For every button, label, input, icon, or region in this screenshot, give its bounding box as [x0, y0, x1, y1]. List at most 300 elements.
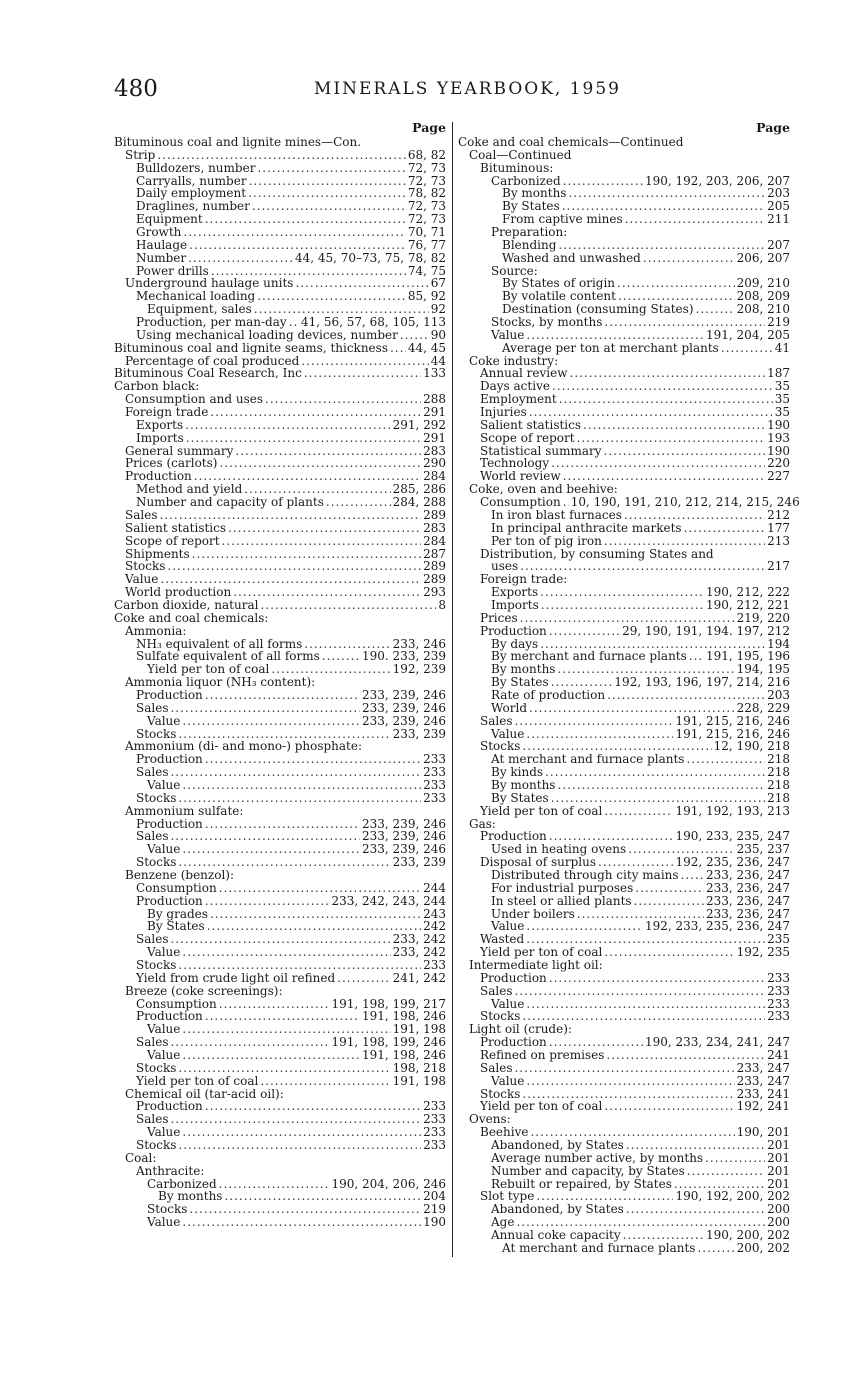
entry-label: Value [491, 726, 525, 741]
entry-pages: 242 [423, 919, 446, 934]
entry-label: Annual review [480, 366, 568, 381]
entry-label: World review [480, 469, 561, 484]
entry-pages: 213 [767, 533, 790, 548]
entry-label: Stocks [480, 739, 521, 754]
entry-pages: 211 [767, 212, 790, 227]
entry-label: Wasted [480, 932, 525, 947]
entry-label: Salient statistics [125, 520, 227, 535]
entry-label: Foreign trade [125, 405, 209, 420]
entry-pages: 68, 82 [407, 147, 446, 162]
entry-pages: 203 [767, 687, 790, 702]
dot-leader [604, 805, 673, 818]
index-entry [114, 805, 446, 818]
entry-label: Production [136, 816, 203, 831]
index-entry [114, 406, 446, 419]
index-entry [114, 535, 446, 548]
entry-label: Sales [480, 713, 513, 728]
entry-pages: 191, 215, 216, 246 [675, 713, 790, 728]
dot-leader [696, 303, 735, 316]
entry-label: Stocks [136, 1060, 177, 1075]
dot-leader [289, 316, 299, 329]
entry-pages: 241 [767, 1048, 790, 1063]
entry-pages: 233 [423, 765, 446, 780]
entry-pages: 209, 210 [736, 276, 790, 291]
entry-label: Production [125, 469, 192, 484]
entry-pages: 177 [767, 520, 790, 535]
entry-pages: 233, 246 [392, 636, 446, 651]
entry-label: Mechanical loading [136, 289, 256, 304]
entry-label: Light oil (crude): [469, 1022, 572, 1037]
entry-pages: 190 [767, 443, 790, 458]
index-entry [114, 252, 446, 265]
page-column-heading: Page [412, 120, 446, 135]
entry-label: Production [480, 623, 547, 638]
index-entry [114, 1062, 446, 1075]
entry-label: By merchant and furnace plants [491, 649, 687, 664]
dot-leader [167, 560, 421, 573]
entry-pages: 206, 207 [736, 250, 790, 265]
entry-pages: 233 [423, 1138, 446, 1153]
entry-label: Value [491, 919, 525, 934]
entry-label: Anthracite: [136, 1163, 205, 1178]
index-column-left [114, 120, 446, 1229]
index-column-right [458, 120, 800, 1255]
entry-pages: 76, 77 [407, 237, 446, 252]
dot-leader [192, 548, 421, 561]
entry-pages: 194 [767, 636, 790, 651]
entry-pages: 200 [767, 1215, 790, 1230]
entry-label: In iron blast furnaces [491, 507, 622, 522]
entry-pages: 217 [767, 559, 790, 574]
entry-label: Consumption and uses [125, 392, 264, 407]
entry-pages: 200 [767, 1202, 790, 1217]
dot-leader [205, 753, 421, 766]
entry-label: Value [491, 996, 525, 1011]
index-entry [458, 1229, 790, 1242]
entry-pages: 190, 233, 234, 241, 247 [644, 1035, 790, 1050]
entry-pages: 201 [767, 1138, 790, 1153]
entry-pages: 233 [423, 752, 446, 767]
entry-pages: 293 [423, 585, 446, 600]
entry-label: Scope of report [480, 430, 575, 445]
entry-label: Stocks [125, 559, 166, 574]
dot-leader [337, 972, 390, 985]
index-entry [458, 612, 790, 625]
entry-pages: 219 [767, 315, 790, 330]
index-entry [458, 136, 790, 149]
index-entry [458, 779, 790, 792]
entry-pages: 35 [774, 405, 790, 420]
entry-label: At merchant and furnace plants [502, 1240, 696, 1255]
dot-leader [689, 650, 704, 663]
entry-pages: 74, 75 [407, 263, 446, 278]
entry-pages: 233, 236, 247 [706, 906, 790, 921]
entry-label: Age [491, 1215, 515, 1230]
entry-label: Number [136, 250, 187, 265]
entry-pages: 212 [767, 507, 790, 522]
entry-label: Chemical oil (tar-acid oil): [125, 1086, 284, 1101]
index-entry [458, 1075, 790, 1088]
entry-label: Value [147, 945, 181, 960]
dot-leader [189, 1203, 421, 1216]
entry-pages: 10, 190, 191, 210, 212, 214, 215, 246 [570, 495, 800, 510]
entry-label: Value [147, 1048, 181, 1063]
index-entry [458, 419, 790, 432]
entry-label: In principal anthracite markets [491, 520, 682, 535]
entry-label: Value [147, 1215, 181, 1230]
entry-label: Sales [136, 765, 169, 780]
entry-label: Method and yield [136, 482, 243, 497]
entry-label: Production [480, 1035, 547, 1050]
entry-label: Production [480, 829, 547, 844]
entry-label: Coal—Continued [469, 147, 572, 162]
index-entry [458, 316, 790, 329]
index-entry [458, 599, 790, 612]
entry-label: Sales [136, 932, 169, 947]
entry-label: Underground haulage units [125, 276, 294, 291]
entry-pages: 233, 242, 243, 244 [331, 893, 446, 908]
dot-leader [604, 1100, 734, 1113]
entry-pages: 72, 73 [407, 212, 446, 227]
entry-pages: 191, 204, 205 [706, 327, 790, 342]
index-entry [458, 342, 790, 355]
index-entry [458, 959, 790, 972]
entry-label: Value [147, 1022, 181, 1037]
entry-pages: 220 [767, 456, 790, 471]
dot-leader [624, 509, 765, 522]
dot-leader [623, 1229, 704, 1242]
entry-pages: 192, 239 [392, 662, 446, 677]
entry-pages: 35 [774, 392, 790, 407]
index-entry [114, 779, 446, 792]
dot-leader [188, 252, 293, 265]
running-title: MINERALS YEARBOOK, 1959 [314, 79, 621, 99]
entry-label: Days active [480, 379, 550, 394]
dot-leader [617, 277, 735, 290]
entry-label: Sales [136, 829, 169, 844]
entry-pages: 191, 198, 246 [362, 1009, 446, 1024]
entry-label: Employment [480, 392, 557, 407]
index-entry [458, 1165, 790, 1178]
dot-leader [514, 1062, 734, 1075]
dot-leader [219, 998, 330, 1011]
dot-leader [170, 933, 390, 946]
dot-leader [182, 843, 360, 856]
dot-leader [541, 599, 704, 612]
entry-pages: 233, 247 [736, 1060, 790, 1075]
dot-leader [182, 946, 390, 959]
entry-label: Foreign trade: [480, 572, 568, 587]
entry-pages: 233, 239, 246 [362, 816, 446, 831]
entry-pages: 198, 218 [392, 1060, 446, 1075]
entry-label: By grades [147, 906, 208, 921]
entry-pages: 288 [423, 392, 446, 407]
dot-leader [182, 715, 360, 728]
index-entry [114, 1049, 446, 1062]
index-entry [458, 869, 790, 882]
dot-leader [563, 496, 569, 509]
index-entry [114, 869, 446, 882]
entry-label: Sulfate equivalent of all forms [136, 649, 320, 664]
index-entry [458, 1152, 790, 1165]
entry-pages: 235, 237 [736, 842, 790, 857]
entry-label: Bituminous coal and lignite mines—Con. [114, 135, 362, 149]
dot-leader [551, 457, 765, 470]
entry-pages: 190. 233, 239 [362, 649, 446, 664]
index-entry-list [458, 135, 800, 1255]
dot-leader [577, 432, 766, 445]
entry-pages: 233, 236, 247 [706, 880, 790, 895]
index-entry [114, 1139, 446, 1152]
index-entry [114, 792, 446, 805]
entry-label: Sales [136, 1112, 169, 1127]
entry-label: Consumption [480, 495, 561, 510]
index-entry [114, 329, 446, 342]
dot-leader [558, 239, 765, 252]
entry-label: By States [491, 675, 549, 690]
entry-pages: 283 [423, 520, 446, 535]
entry-label: Annual coke capacity [491, 1228, 621, 1243]
dot-leader [170, 1113, 421, 1126]
entry-label: Preparation: [491, 225, 568, 240]
dot-leader [183, 226, 405, 239]
entry-pages: 233, 239, 246 [362, 687, 446, 702]
entry-label: Stocks [480, 1086, 521, 1101]
entry-label: By months [502, 186, 567, 201]
index-entry [114, 226, 446, 239]
entry-label: Number and capacity of plants [136, 495, 324, 510]
entry-label: Daily employment [136, 186, 247, 201]
entry-label: Sales [136, 1035, 169, 1050]
entry-label: Gas: [469, 816, 496, 831]
dot-leader [219, 882, 421, 895]
index-entry [458, 715, 790, 728]
entry-pages: 208, 209 [736, 289, 790, 304]
entry-label: Average number active, by months [491, 1150, 704, 1165]
index-entry [114, 612, 446, 625]
dot-leader [157, 149, 406, 162]
entry-pages: 78, 82 [407, 186, 446, 201]
index-entry [458, 985, 790, 998]
entry-label: Sales [136, 700, 169, 715]
dot-leader [170, 830, 360, 843]
entry-pages: 218 [767, 765, 790, 780]
dot-leader [170, 766, 421, 779]
dot-leader [604, 946, 734, 959]
dot-leader [526, 329, 704, 342]
entry-label: Growth [136, 225, 182, 240]
dot-leader [224, 1190, 421, 1203]
entry-label: Used in heating ovens [491, 842, 627, 857]
index-entry [114, 625, 446, 638]
entry-label: By States [502, 199, 560, 214]
entry-pages: 233 [767, 996, 790, 1011]
entry-label: Equipment [136, 212, 203, 227]
entry-pages: 233, 236, 247 [706, 893, 790, 908]
entry-label: By months [491, 662, 556, 677]
index-entry [458, 805, 790, 818]
dot-leader [549, 972, 765, 985]
entry-label: Distribution, by consuming States and [480, 546, 714, 561]
entry-pages: 289 [423, 507, 446, 522]
entry-label: Yield per ton of coal [480, 803, 603, 818]
entry-label: Draglines, number [136, 199, 250, 214]
entry-label: Destination (consuming States) [502, 302, 694, 317]
entry-label: World production [125, 585, 232, 600]
dot-leader [681, 869, 704, 882]
dot-leader [222, 535, 422, 548]
dot-leader [189, 239, 406, 252]
entry-label: Average per ton at merchant plants [502, 340, 719, 355]
dot-leader [529, 406, 773, 419]
entry-label: By days [491, 636, 539, 651]
entry-label: Number and capacity, by States [491, 1163, 685, 1178]
dot-leader [606, 1049, 765, 1062]
entry-pages: 192, 235, 236, 247 [675, 855, 790, 870]
entry-label: Haulage [136, 237, 188, 252]
dot-leader [249, 175, 406, 188]
dot-leader [182, 1049, 360, 1062]
entry-label: Prices [480, 610, 518, 625]
entry-pages: 218 [767, 777, 790, 792]
entry-pages: 219 [423, 1202, 446, 1217]
index-entry [114, 149, 446, 162]
entry-pages: 29, 190, 191, 194. 197, 212 [622, 623, 790, 638]
index-entry [114, 316, 446, 329]
entry-label: NH₃ equivalent of all forms [136, 636, 303, 651]
dot-leader [634, 895, 704, 908]
entry-pages: 233, 239, 246 [362, 842, 446, 857]
entry-label: Breeze (coke screenings): [125, 983, 283, 998]
dot-leader [390, 342, 406, 355]
entry-pages: 191, 198 [392, 1073, 446, 1088]
dot-leader [625, 213, 765, 226]
entry-label: Production [136, 1009, 203, 1024]
index-entry [458, 162, 790, 175]
dot-leader [551, 792, 765, 805]
column-divider [452, 122, 453, 1257]
entry-label: Yield per ton of coal [480, 1099, 603, 1114]
dot-leader [526, 998, 765, 1011]
dot-leader [185, 419, 390, 432]
entry-label: Bituminous Coal Research, Inc [114, 366, 302, 381]
entry-label: Using mechanical loading devices, number [136, 327, 398, 342]
index-entry [458, 625, 790, 638]
entry-label: Under boilers [491, 906, 575, 921]
dot-leader [219, 1178, 330, 1191]
entry-label: Technology [480, 456, 550, 471]
entry-pages: 35 [774, 379, 790, 394]
entry-label: By States of origin [502, 276, 616, 291]
entry-pages: 44, 45 [407, 340, 446, 355]
entry-pages: 201 [767, 1176, 790, 1191]
entry-pages: 233, 239 [392, 855, 446, 870]
entry-pages: 191, 215, 216, 246 [675, 726, 790, 741]
dot-leader [604, 445, 766, 458]
dot-leader [159, 509, 421, 522]
entry-pages: 244 [423, 880, 446, 895]
entry-pages: 72, 73 [407, 173, 446, 188]
entry-label: Value [125, 572, 159, 587]
dot-leader [514, 715, 673, 728]
entry-pages: 67 [430, 276, 446, 291]
entry-label: Slot type [480, 1189, 535, 1204]
dot-leader [526, 1075, 734, 1088]
dot-leader [526, 920, 643, 933]
entry-label: Injuries [480, 405, 527, 420]
entry-label: Strip [125, 147, 156, 162]
dot-leader [626, 1139, 765, 1152]
index-entry [114, 136, 446, 149]
entry-label: At merchant and furnace plants [491, 752, 685, 767]
entry-pages: 233, 239, 246 [362, 829, 446, 844]
entry-pages: 187 [767, 366, 790, 381]
entry-pages: 192, 241 [736, 1099, 790, 1114]
entry-label: Rebuilt or repaired, by States [491, 1176, 672, 1191]
dot-leader [178, 1062, 390, 1075]
entry-pages: 190 [767, 417, 790, 432]
dot-leader [178, 1139, 421, 1152]
entry-pages: 12, 190, 218 [713, 739, 790, 754]
entry-pages: 284 [423, 469, 446, 484]
index-entry [458, 895, 790, 908]
entry-pages: 8 [438, 597, 446, 612]
entry-label: Coke, oven and beehive: [469, 482, 618, 497]
entry-label: Blending [502, 237, 557, 252]
dot-leader [257, 162, 405, 175]
entry-label: Stocks [136, 726, 177, 741]
entry-pages: 72, 73 [407, 199, 446, 214]
entry-pages: 200, 202 [736, 1240, 790, 1255]
page-column-heading: Page [756, 120, 790, 135]
entry-pages: 228, 229 [736, 700, 790, 715]
entry-pages: 190, 204, 206, 246 [331, 1176, 446, 1191]
entry-pages: 92 [430, 302, 446, 317]
dot-leader [563, 175, 643, 188]
entry-label: Yield per ton of coal [136, 1073, 259, 1088]
entry-label: By States [491, 790, 549, 805]
dot-leader [326, 496, 391, 509]
entry-label: General summary [125, 443, 234, 458]
dot-leader [549, 625, 620, 638]
entry-pages: 207 [767, 237, 790, 252]
dot-leader [178, 959, 421, 972]
entry-label: By months [491, 777, 556, 792]
index-entry [114, 342, 446, 355]
entry-label: Source: [491, 263, 538, 278]
entry-label: Washed and unwashed [502, 250, 641, 265]
entry-pages: 201 [767, 1163, 790, 1178]
entry-label: Stocks, by months [491, 315, 603, 330]
entry-pages: 191, 192, 193, 213 [675, 803, 790, 818]
entry-label: Abandoned, by States [491, 1138, 624, 1153]
dot-leader [626, 1203, 765, 1216]
entry-label: Value [147, 713, 181, 728]
index-entry [114, 560, 446, 573]
entry-pages: 233, 236, 247 [706, 867, 790, 882]
index-entry [114, 882, 446, 895]
entry-label: For industrial purposes [491, 880, 634, 895]
index-entry [458, 1062, 790, 1075]
index-entry [458, 226, 790, 239]
index-entry [114, 1216, 446, 1229]
entry-pages: 41 [774, 340, 790, 355]
entry-pages: 284 [423, 533, 446, 548]
dot-leader [568, 187, 765, 200]
entry-label: Production [480, 970, 547, 985]
dot-leader [529, 702, 735, 715]
entry-pages: 218 [767, 752, 790, 767]
